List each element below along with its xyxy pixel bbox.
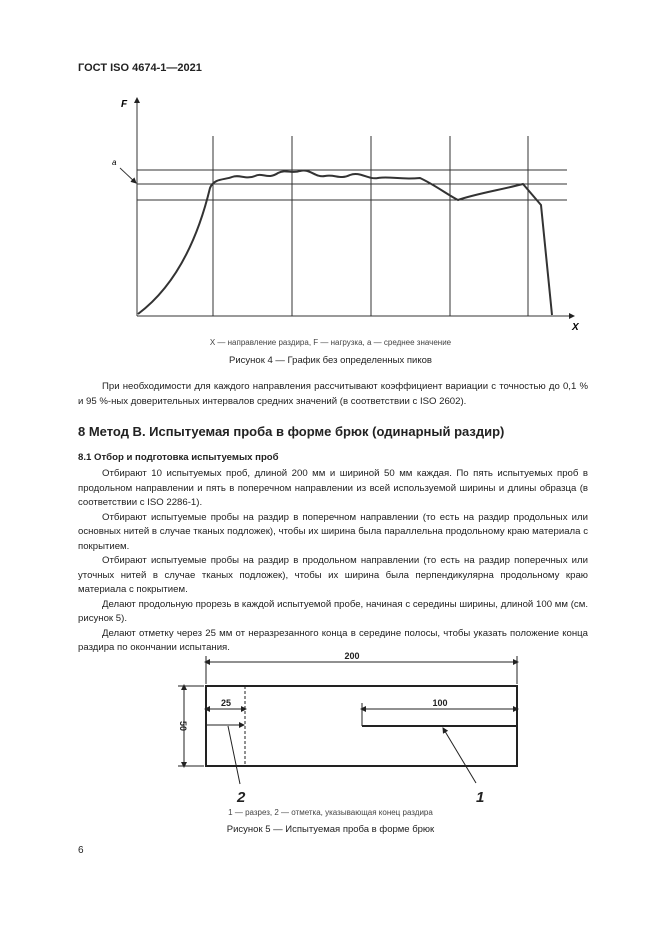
mean-label: a [112,158,117,167]
dim-mark: 25 [220,698,232,708]
label-2: 2 [237,789,246,806]
dim-width: 50 [178,720,188,732]
figure-5-legend: 1 — разрез, 2 — отметка, указывающая конец раздира [228,808,433,817]
document-header: ГОСТ ISO 4674-1—2021 [78,62,202,74]
section-8-1-heading: 8.1 Отбор и подготовка испытуемых проб [78,452,279,463]
paragraph: Отбирают испытуемые пробы на раздир в поперечном направлении (то есть на раздир продольных или основных нитей в случае тканых подложек), чтобы их ширина была параллельна продольному краю материала с покрытием. [78,511,588,552]
paragraph: Делают продольную прорезь в каждой испытуемой пробе, начиная с середины ширины, длиной 100 мм (см. рисунок 5). [78,598,588,624]
axis-x-label: X [572,322,579,333]
paragraph: Делают отметку через 25 мм от неразрезанного конца в середине полосы, чтобы указать положение конца раздира по окончании испытания. [78,627,588,653]
axis-y-label: F [121,99,128,110]
section-8-1-body [78,467,588,656]
paragraph-cv: При необходимости для каждого направления рассчитывают коэффициент вариации с точностью до 0,1 % и 95 %-ных доверительных интервалов средних значений (в соответствии с ISO 2602). [78,381,588,407]
force-curve [138,170,552,315]
page-number: 6 [78,845,84,856]
paragraph: Отбирают испытуемые пробы на раздир в продольном направлении (то есть на раздир поперечных или уточных нитей в случае тканых подложек), чтобы их ширина была перпендикулярна продольному краю материала с покрытием. [78,555,588,595]
label-1: 1 [476,789,485,806]
figure-5-drawing [178,656,517,784]
figure-4-legend: X — направление раздира, F — нагрузка, a — среднее значение [209,338,452,347]
dim-slit: 100 [432,698,448,708]
figure-5-caption: Рисунок 5 — Испытуемая проба в форме брюк [226,824,435,835]
figure-4-caption: Рисунок 4 — График без определенных пиков [229,355,432,366]
paragraph: Отбирают 10 испытуемых проб, длиной 200 мм и шириной 50 мм каждая. По пять испытуемых проб в продольном направлении и пять в поперечном направлении из всей используемой ширины и длины образца (в соответствии с ISO 2286-1). [78,468,588,508]
dim-length: 200 [344,651,360,661]
section-8-heading: 8 Метод В. Испытуемая проба в форме брюк (одинарный раздир) [78,424,505,439]
